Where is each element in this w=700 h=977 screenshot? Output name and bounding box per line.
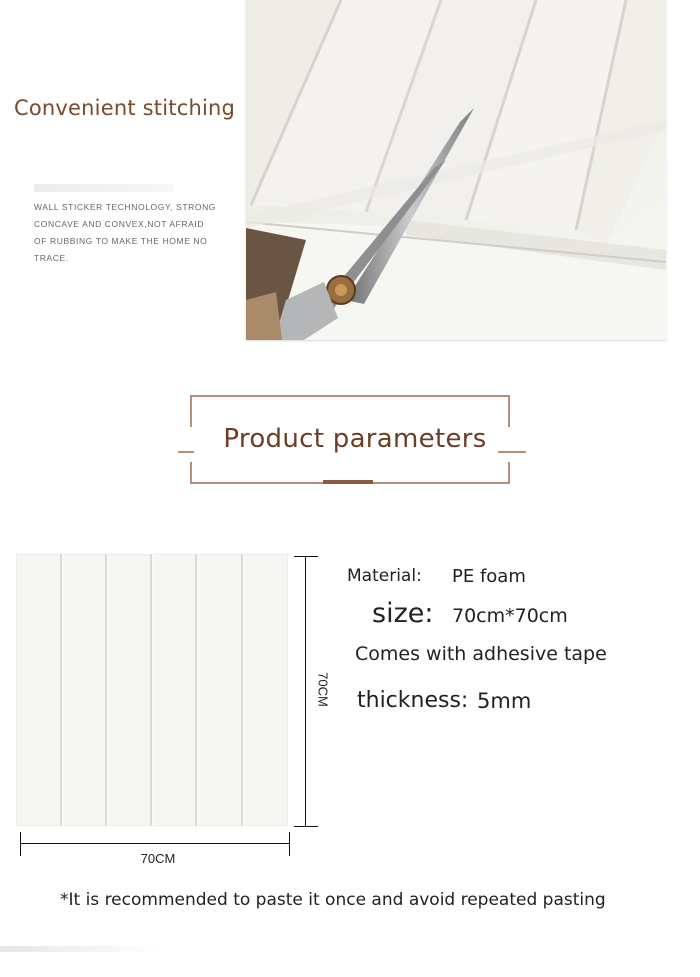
frame-left-bottom-line — [190, 462, 192, 484]
adhesive-note: Comes with adhesive tape — [355, 643, 607, 665]
width-dimension-left-cap — [20, 832, 21, 856]
width-dimension-label: 70CM — [140, 851, 176, 866]
paste-recommendation-note: *It is recommended to paste it once and avoid repeated pasting — [60, 890, 606, 910]
wall-panel-planks-illustration — [16, 554, 288, 826]
height-dimension-top-cap — [294, 556, 318, 557]
height-dimension-line — [305, 556, 306, 826]
frame-right-bottom-line — [508, 462, 510, 484]
size-value: 70cm*70cm — [452, 605, 568, 627]
thickness-label: thickness: — [357, 688, 469, 713]
material-value: PE foam — [452, 566, 526, 587]
frame-left-top-line — [190, 395, 192, 427]
stitching-photo — [246, 0, 666, 340]
stitching-description: WALL STICKER TECHNOLOGY, STRONG CONCAVE AND CONVEX,NOT AFRAID OF RUBBING TO MAKE THE HOME NO TRACE. — [34, 202, 217, 263]
accent-bar — [323, 480, 373, 484]
size-label: size: — [372, 598, 434, 629]
width-dimension-line — [20, 843, 290, 844]
frame-right-top-line — [508, 395, 510, 427]
height-dimension-label: 70CM — [315, 672, 331, 707]
bottom-fade-bar — [0, 946, 160, 952]
parameters-title: Product parameters — [223, 424, 487, 454]
height-dimension-bottom-cap — [294, 826, 318, 827]
scissors-cutting-panel-illustration — [246, 0, 666, 340]
material-label: Material: — [347, 566, 422, 586]
thickness-value: 5mm — [477, 689, 532, 713]
faint-caption-bar — [34, 184, 174, 192]
frame-top-line — [190, 395, 510, 397]
width-dimension-right-cap — [289, 832, 290, 856]
product-panel-image — [16, 554, 288, 826]
stitching-title: Convenient stitching — [14, 96, 236, 120]
